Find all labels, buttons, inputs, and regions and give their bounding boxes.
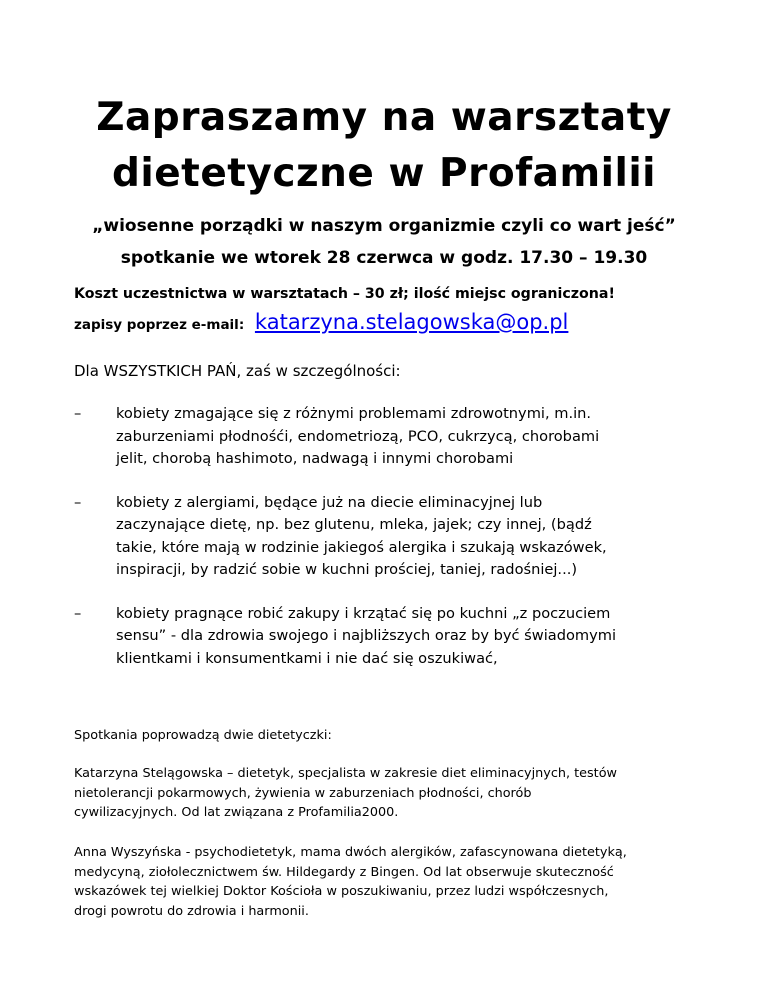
- bullet-line: zaburzeniami płodnośći, endometriozą, PCO, cukrzycą, chorobami: [116, 427, 600, 445]
- bullet-line: takie, które mają w rodzinie jakiegoś alergika i szukają wskazówek,: [116, 538, 607, 556]
- leaders-heading: Spotkania poprowadzą dwie dietetyczki:: [74, 728, 332, 743]
- bullet-line: kobiety z alergiami, będące już na diecie eliminacyjnej lub: [116, 493, 543, 511]
- bullet-line: kobiety zmagające się z różnymi problemami zdrowotnymi, m.in.: [116, 405, 592, 422]
- bullet-line: klientkami i konsumentkami i nie dać się oszukiwać,: [116, 649, 498, 667]
- bio-line: cywilizacyjnych. Od lat związana z Profamilia2000.: [74, 805, 399, 820]
- dash-bullet: –: [74, 405, 82, 422]
- page-title: [0, 90, 768, 202]
- bio-line: Katarzyna Stelągowska – dietetyk, specjalista w zakresie diet eliminacyjnych, testów: [74, 766, 617, 781]
- bullet-line: kobiety pragnące robić zakupy i krzątać się po kuchni „z poczuciem: [116, 604, 611, 622]
- subtitle-line-1: „wiosenne porządki w naszym organizmie czyli co wart jeść”: [92, 216, 676, 236]
- leader-bio-wyszynska: [74, 843, 724, 921]
- subtitle-line-2: spotkanie we wtorek 28 czerwca w godz. 17.30 – 19.30: [120, 248, 648, 268]
- bio-line: Anna Wyszyńska - psychodietetyk, mama dwóch alergików, zafascynowana dietetyką,: [74, 845, 627, 860]
- bullet-line: inspiracji, by radzić sobie w kuchni prościej, taniej, radośniej...): [116, 561, 578, 578]
- signup-label: zapisy poprzez e-mail:: [74, 317, 245, 333]
- dash-bullet: –: [74, 493, 82, 511]
- event-subtitle: [0, 210, 768, 274]
- dash-bullet: –: [74, 604, 82, 622]
- cost-info: Koszt uczestnictwa w warsztatach – 30 zł; ilość miejsc ograniczona!: [74, 286, 615, 302]
- audience-intro: Dla WSZYSTKICH PAŃ, zaś w szczególności:: [74, 362, 401, 380]
- list-item: [74, 403, 714, 471]
- bio-line: drogi powrotu do zdrowia i harmonii.: [74, 903, 309, 919]
- bullet-line: sensu” - dla zdrowia swojego i najbliższych oraz by być świadomymi: [116, 627, 617, 644]
- bullet-line: zaczynające dietę, np. bez glutenu, mleka, jajek; czy innej, (bądź: [116, 516, 592, 533]
- audience-list: [74, 403, 714, 691]
- list-item: [74, 603, 714, 671]
- bio-line: nietolerancji pokarmowych, żywienia w zaburzeniach płodności, chorób: [74, 785, 532, 801]
- bio-line: medycyną, ziołolecznictwem św. Hildegardy z Bingen. Od lat obserwuje skuteczność: [74, 864, 614, 880]
- title-line-2: dietetyczne w Profamilii: [111, 151, 657, 196]
- bullet-line: jelit, chorobą hashimoto, nadwagą i innymi chorobami: [116, 450, 514, 467]
- leader-bio-stelagowska: [74, 764, 724, 823]
- email-link[interactable]: katarzyna.stelagowska@op.pl: [254, 310, 569, 334]
- bio-line: wskazówek tej wielkiej Doktor Kościoła w poszukiwaniu, przez ludzi współczesnych,: [74, 884, 609, 899]
- signup-info: [74, 310, 568, 334]
- title-line-1: Zapraszamy na warsztaty: [96, 95, 672, 140]
- list-item: [74, 492, 714, 582]
